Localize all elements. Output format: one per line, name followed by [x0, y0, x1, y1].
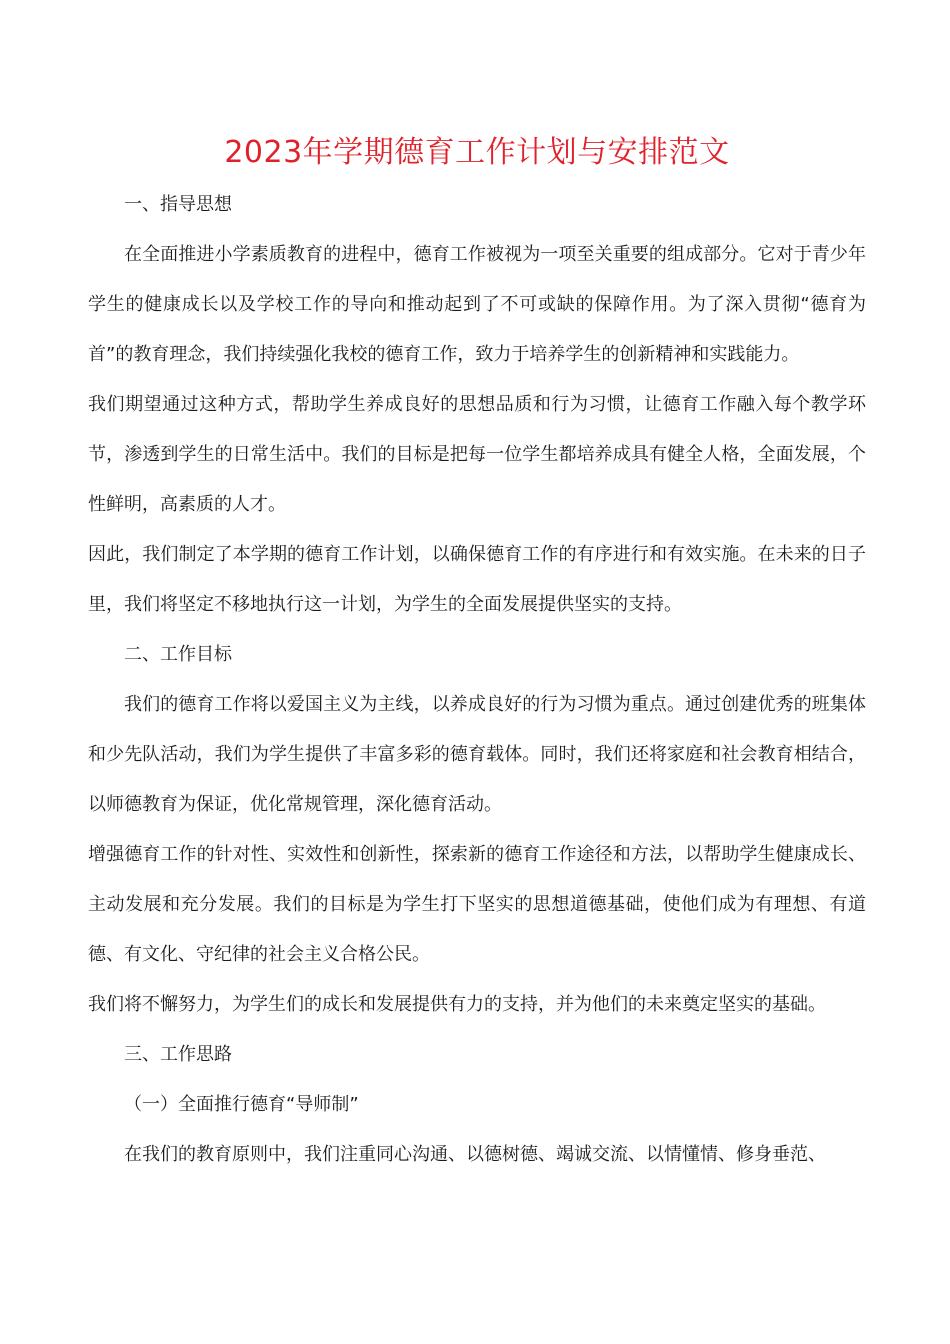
section-heading: 二、工作目标 [124, 644, 232, 665]
section-work-goals [88, 630, 866, 1030]
paragraph: 在全面推进小学素质教育的进程中，德育工作被视为一项至关重要的组成部分。它对于青少年学生的健康成长以及学校工作的导向和推动起到了不可或缺的保障作用。为了深入贯彻“德育为首”的教育理念，我们持续强化我校的德育工作，致力于培养学生的创新精神和实践能力。 [88, 244, 866, 365]
subsection-heading: （一）全面推行德育“导师制” [124, 1094, 359, 1115]
paragraph: 我们的德育工作将以爱国主义为主线，以养成良好的行为习惯为重点。通过创建优秀的班集体和少先队活动，我们为学生提供了丰富多彩的德育载体。同时，我们还将家庭和社会教育相结合，以师德教育为保证，优化常规管理，深化德育活动。 [88, 694, 866, 815]
section-work-approach [88, 1030, 866, 1180]
section-heading: 一、指导思想 [124, 194, 232, 215]
document-title: 2023年学期德育工作计划与安排范文 [224, 135, 730, 170]
paragraph: 因此，我们制定了本学期的德育工作计划，以确保德育工作的有序进行和有效实施。在未来的日子里，我们将坚定不移地执行这一计划，为学生的全面发展提供坚实的支持。 [88, 544, 866, 615]
section-guiding-ideology [88, 180, 866, 630]
paragraph: 在我们的教育原则中，我们注重同心沟通、以德树德、竭诚交流、以情懂情、修身垂范、 [124, 1144, 826, 1165]
paragraph: 增强德育工作的针对性、实效性和创新性，探索新的德育工作途径和方法，以帮助学生健康成长、主动发展和充分发展。我们的目标是为学生打下坚实的思想道德基础，使他们成为有理想、有道德、有文化、守纪律的社会主义合格公民。 [88, 844, 866, 965]
paragraph: 我们期望通过这种方式，帮助学生养成良好的思想品质和行为习惯，让德育工作融入每个教学环节，渗透到学生的日常生活中。我们的目标是把每一位学生都培养成具有健全人格，全面发展，个性鲜明，高素质的人才。 [88, 394, 866, 515]
paragraph: 我们将不懈努力，为学生们的成长和发展提供有力的支持，并为他们的未来奠定坚实的基础。 [88, 994, 826, 1015]
section-heading: 三、工作思路 [124, 1044, 232, 1065]
